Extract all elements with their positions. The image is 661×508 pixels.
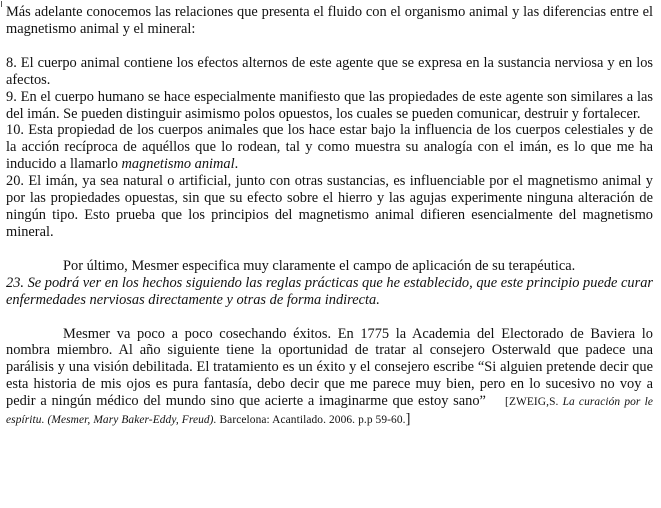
paragraph-exitos-text: Mesmer va poco a poco cosechando éxitos. En 1775 la Academia del Electorado de Baviera lo nombra miembro. Al año siguiente tiene la oportunidad de tratar al consejero Osterwald que padece una parálisis y una visión debilitada. El tratamiento es un éxito y el consejero escribe “Si alguien pretende decir que esta historia de mis ojos es pura fantasía, debo decir que me parece muy bien, pero en lo sucesivo no voy a pedir a ningún médico del mundo sino que acierte a imaginarme que estoy sano” [6,325,653,410]
paragraph-exitos [6,326,653,429]
list-item-10-text: 10. Esta propiedad de los cuerpos animales que los hace estar bajo la influencia de los cuerpos celestiales y de la acción recíproca de aquéllos que lo rodean, tal y como muestra su analogía con el imán, es lo que me ha inducido a llamarlo [6,122,653,173]
citation-rest: Barcelona: Acantilado. 2006. p.p 59-60. [216,414,406,427]
spacer [6,241,653,258]
magnetismo-animal-term: magnetismo animal [121,156,235,173]
intro-paragraph: Más adelante conocemos las relaciones que presenta el fluido con el organismo animal y las diferencias entre el magnetismo animal y el mineral: [6,4,653,37]
corner-mark [1,1,2,7]
citation-open: [ [505,396,509,409]
paragraph-mesmer: Por último, Mesmer especifica muy claramente el campo de aplicación de su terapéutica. [63,257,576,274]
spacer [6,309,653,326]
citation-author: ZWEIG,S. [508,396,563,409]
citation-title: La curación por le espíritu. (Mesmer, Mary Baker-Eddy, Freud). [6,396,653,427]
spacer [6,38,653,55]
document-page [6,4,653,429]
list-item-20: 20. El imán, ya sea natural o artificial, junto con otras sustancias, es influenciable por el magnetismo animal y por las propiedades opuestas, sin que su efecto sobre el hierro y las agujas experimente ninguna alteración de ningún tipo. Esto prueba que los principios del magnetismo animal difieren esencialmente del magnetismo mineral. [6,173,653,240]
list-item-23: 23. Se podrá ver en los hechos siguiendo las reglas prácticas que he establecido, que este principio puede curar enfermedades nerviosas directamente y otras de forma indirecta. [6,274,653,308]
list-item-10-tail: . [234,156,239,173]
list-item-8: 8. El cuerpo animal contiene los efectos alternos de este agente que se expresa en la sustancia nerviosa y en los afectos. [6,54,653,88]
list-item-9: 9. En el cuerpo humano se hace especialmente manifiesto que las propiedades de este agente son similares a las del imán. Se pueden distinguir asimismo polos opuestos, los cuales se pueden comunicar, destruir y fortalecer. [6,88,653,122]
citation-close: ] [405,411,411,428]
list-item-10 [6,122,653,173]
